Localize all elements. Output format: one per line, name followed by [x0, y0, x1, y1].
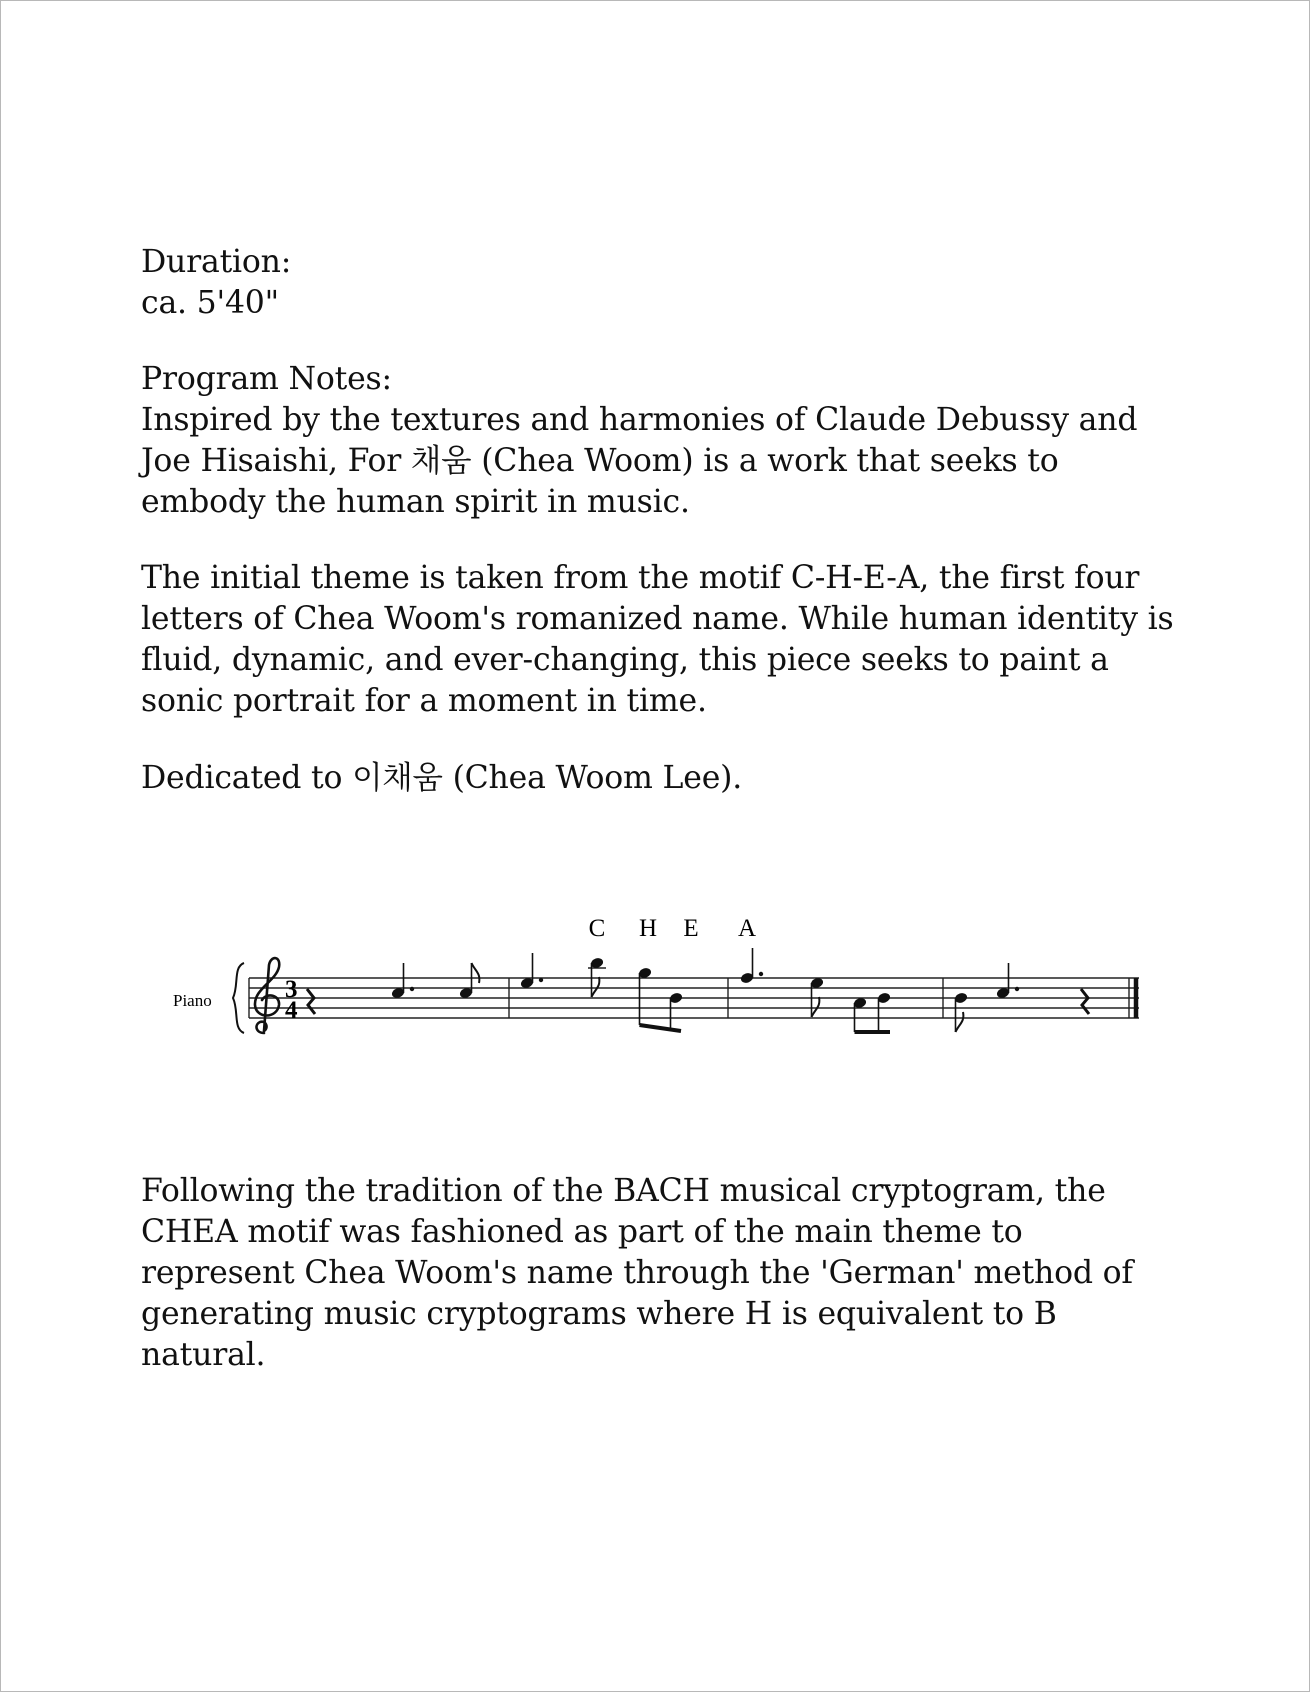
program-notes-paragraph-1: Inspired by the textures and harmonies of Claude Debussy and Joe Hisaishi, For 채움 (Chea Woom) is a work that seeks to embody the human spirit in music. [141, 402, 1138, 520]
motif-letter-e: E [683, 915, 699, 942]
quarter-rest-icon [1081, 989, 1089, 1014]
duration-section [141, 242, 1201, 324]
treble-clef-icon [255, 958, 279, 1033]
motif-letter-a: A [737, 915, 757, 942]
instrument-label: Piano [173, 991, 212, 1010]
dedication-text: Dedicated to 이채움 (Chea Woom Lee). [141, 760, 743, 796]
score-excerpt-graphic [1, 901, 1310, 1061]
measure-2 [520, 953, 684, 1031]
quarter-rest-icon [307, 989, 315, 1014]
staff-lines [249, 978, 1139, 1018]
motif-letter-c: C [588, 915, 606, 942]
motif-letter-h: H [638, 915, 658, 942]
duration-value: ca. 5'40" [141, 285, 279, 321]
duration-heading: Duration: [141, 244, 292, 280]
measure-3 [740, 948, 892, 1032]
closing-paragraph-block [141, 1171, 1151, 1376]
time-signature-top: 3 [285, 976, 298, 1003]
program-notes-heading: Program Notes: [141, 361, 392, 397]
closing-paragraph: Following the tradition of the BACH musical cryptogram, the CHEA motif was fashioned as part of the main theme to represent Chea Woom's name through the 'German' method of generating music cryptograms where H is equivalent to B natural. [141, 1173, 1133, 1373]
program-notes-paragraph-2-block [141, 558, 1181, 722]
dedication-block [141, 758, 1201, 799]
brace [233, 963, 244, 1033]
program-notes-section [141, 359, 1171, 523]
beam [640, 1025, 682, 1031]
program-notes-paragraph-2: The initial theme is taken from the motif C-H-E-A, the first four letters of Chea Woom's romanized name. While human identity is fluid, dynamic, and ever-changing, this piece seeks to paint a sonic portrait for a moment in time. [141, 560, 1174, 719]
time-signature-bottom: 4 [285, 997, 298, 1024]
score-excerpt [1, 901, 1310, 1061]
